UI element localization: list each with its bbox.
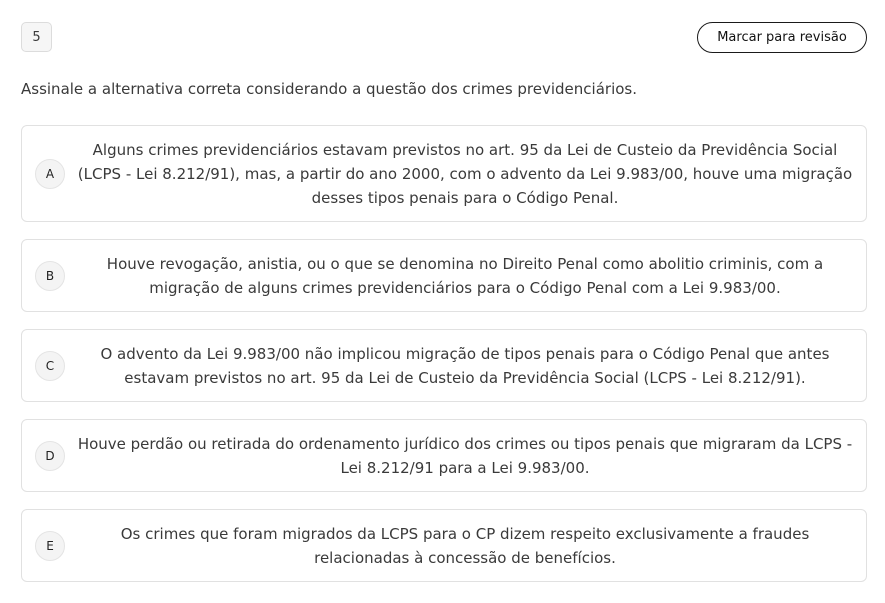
option-letter-badge: C (35, 351, 65, 381)
option-letter-badge: E (35, 531, 65, 561)
option-b[interactable] (21, 239, 867, 312)
option-letter-badge: D (35, 441, 65, 471)
option-letter-badge: A (35, 159, 65, 189)
option-text: O advento da Lei 9.983/00 não implicou migração de tipos penais para o Código Penal que antes estavam previstos no art. 95 da Lei de Custeio da Previdência Social (LCPS - Lei 8.212/91). (100, 344, 830, 387)
option-text: Os crimes que foram migrados da LCPS para o CP dizem respeito exclusivamente a fraudes relacionadas à concessão de benefícios. (120, 524, 810, 567)
question-statement: Assinale a alternativa correta considerando a questão dos crimes previdenciários. (21, 80, 637, 98)
option-text: Houve perdão ou retirada do ordenamento jurídico dos crimes ou tipos penais que migraram da LCPS - Lei 8.212/91 para a Lei 9.983/00. (77, 434, 853, 477)
option-text: Alguns crimes previdenciários estavam previstos no art. 95 da Lei de Custeio da Previdência Social (LCPS - Lei 8.212/91), mas, a partir do ano 2000, com o advento da Lei 9.983/00, houve uma migração desses tipos penais para o Código Penal. (77, 140, 853, 207)
option-e[interactable] (21, 509, 867, 582)
question-number-badge: 5 (21, 22, 52, 52)
option-text: Houve revogação, anistia, ou o que se denomina no Direito Penal como abolitio criminis, com a migração de alguns crimes previdenciários para o Código Penal com a Lei 9.983/00. (106, 254, 824, 297)
option-c[interactable] (21, 329, 867, 402)
option-letter-badge: B (35, 261, 65, 291)
mark-for-review-button[interactable]: Marcar para revisão (697, 22, 867, 53)
option-a[interactable] (21, 125, 867, 222)
option-d[interactable] (21, 419, 867, 492)
